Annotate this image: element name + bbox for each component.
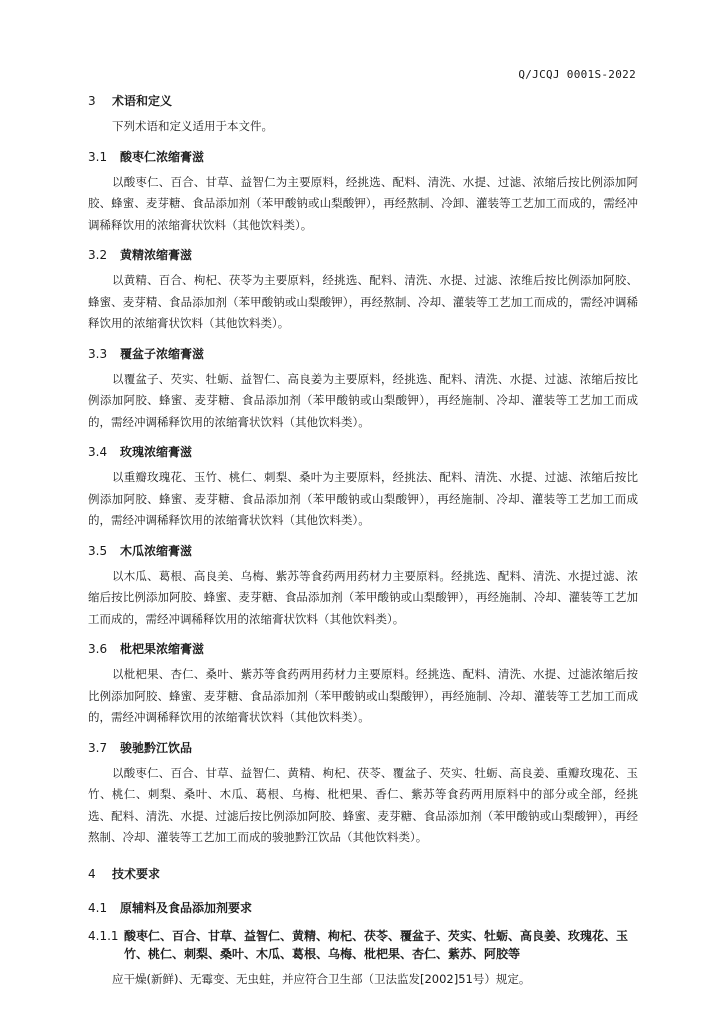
term-number: 3.1 <box>88 149 108 164</box>
term-title: 酸枣仁浓缩膏滋 <box>120 149 205 164</box>
term-title: 木瓜浓缩膏滋 <box>120 543 193 558</box>
term-3-6-definition: 以枇杷果、杏仁、桑叶、紫苏等食药两用药材力主要原料。经挑选、配料、清洗、水提、过滤浓缩后按比例添加阿胶、蜂蜜、麦芽糖、食品添加剂（苯甲酸钠或山梨酸钾），再经施制、冷却、灌装等工艺加工而成的，需经冲调稀释饮用的浓缩膏状饮料（其他饮料类）。 <box>88 667 638 724</box>
term-3-3-heading <box>88 345 638 363</box>
clause-number: 4.1.1 <box>88 928 119 943</box>
section-number: 4 <box>88 866 96 881</box>
section-4-heading <box>88 865 638 883</box>
section-3-heading <box>88 92 638 110</box>
term-title: 枇杷果浓缩膏滋 <box>120 642 205 656</box>
term-number: 3.3 <box>88 346 108 361</box>
term-title: 黄精浓缩膏滋 <box>120 248 193 262</box>
term-3-7-definition: 以酸枣仁、百合、甘草、益智仁、黄精、枸杞、茯苓、覆盆子、芡实、牡蛎、高良姜、重瓣玫瑰花、玉竹、桃仁、刺梨、桑叶、木瓜、葛根、乌梅、枇杷果、香仁、紫苏等食药两用原料中的部分或全部，经挑选、配料、清洗、水提、过滤后按比例添加阿胶、蜂蜜、麦芽糖、食品添加剂（苯甲酸钠或山梨酸钾），再经熬制、冷却、灌装等工艺加工而成的骏驰黔江饮品（其他饮料类）。 <box>88 765 638 844</box>
term-number: 3.5 <box>88 543 108 558</box>
term-3-6-heading <box>88 640 638 658</box>
term-3-3-definition: 以覆盆子、芡实、牡蛎、益智仁、高良姜为主要原料，经挑选、配料、清洗、水提、过滤、浓缩后按比例添加阿胶、蜂蜜、麦芽糖、食品添加剂（苯甲酸钠或山梨酸钾），再经施制、冷却、灌装等工艺加工而成的，需经冲调稀释饮用的浓缩膏状饮料（其他饮料类）。 <box>88 371 638 429</box>
term-3-4-definition: 以重瓣玫瑰花、玉竹、桃仁、刺梨、桑叶为主要原料，经挑法、配料、清洗、水提、过滤、浓缩后按比例添加阿胶、蜂蜜、麦芽糖、食品添加剂（苯甲酸钠或山梨酸钾），再经施制、冷却、灌装等工艺加工而成的，需经冲调稀释饮用的浓缩膏状饮料（其他饮料类）。 <box>88 470 638 527</box>
subsection-number: 4.1 <box>88 900 108 915</box>
section-3-intro: 下列术语和定义适用于本文件。 <box>112 119 273 133</box>
term-3-1-heading <box>88 148 638 166</box>
term-3-1-definition: 以酸枣仁、百合、甘草、益智仁为主要原料，经挑选、配料、清洗、水提、过滤、浓缩后按比例添加阿胶、蜂蜜、麦芽糖、食品添加剂（苯甲酸钠或山梨酸钾），再经熬制、冷卸、灌装等工艺加工而成的，需经冲调稀释饮用的浓缩膏状饮料（其他饮料类）。 <box>88 174 638 232</box>
term-3-4-heading <box>88 443 638 461</box>
subsection-4-1-heading <box>88 899 638 917</box>
clause-4-1-1-text: 应干燥(新鲜)、无霉变、无虫蛀，并应符合卫生部（卫法监发[2002]51号）规定。 <box>112 971 531 986</box>
document-body <box>88 92 638 990</box>
section-title: 技术要求 <box>112 866 161 881</box>
clause-title: 酸枣仁、百合、甘草、益智仁、黄精、枸杞、茯苓、覆盆子、芡实、牡蛎、高良姜、玫瑰花、玉竹、桃仁、刺梨、桑叶、木瓜、葛根、乌梅、枇杷果、杏仁、紫苏、阿胶等 <box>124 928 629 961</box>
term-3-2-heading <box>88 246 638 264</box>
term-3-2-definition: 以黄精、百合、枸杞、茯苓为主要原料，经挑选、配料、清洗、水提、过滤、浓维后按比例添加阿胶、蜂蜜、麦芽精、食品添加剂（苯甲酸钠或山梨酸钾），再经熬制、冷却、灌装等工艺加工而成的，需经冲调稀释饮用的浓缩膏状饮料（其他饮料类）。 <box>88 273 638 330</box>
term-3-7-heading <box>88 739 638 757</box>
section-number: 3 <box>88 94 96 108</box>
clause-4-1-1-heading <box>88 927 638 963</box>
section-title: 术语和定义 <box>112 94 173 108</box>
term-title: 覆盆子浓缩膏滋 <box>120 346 205 361</box>
term-title: 骏驰黔江饮品 <box>120 740 193 755</box>
term-number: 3.7 <box>88 740 108 755</box>
document-code: Q/JCQJ 0001S-2022 <box>518 68 636 81</box>
term-3-5-heading <box>88 542 638 560</box>
term-title: 玫瑰浓缩膏滋 <box>120 445 193 459</box>
subsection-title: 原辅料及食品添加剂要求 <box>120 900 253 915</box>
term-number: 3.4 <box>88 445 108 459</box>
term-number: 3.2 <box>88 248 108 262</box>
term-number: 3.6 <box>88 642 108 656</box>
term-3-5-definition: 以木瓜、葛根、高良美、乌梅、紫苏等食药两用药材力主要原料。经挑选、配料、清洗、水提过滤、浓缩后按比例添加阿胶、蜂蜜、麦芽糖、食品添加剂（苯甲酸钠或山梨酸钾），再经施制、冷却、灌装等工艺加工而成的，需经冲调稀释饮用的浓缩膏状饮料（其他饮料类）。 <box>88 568 638 626</box>
